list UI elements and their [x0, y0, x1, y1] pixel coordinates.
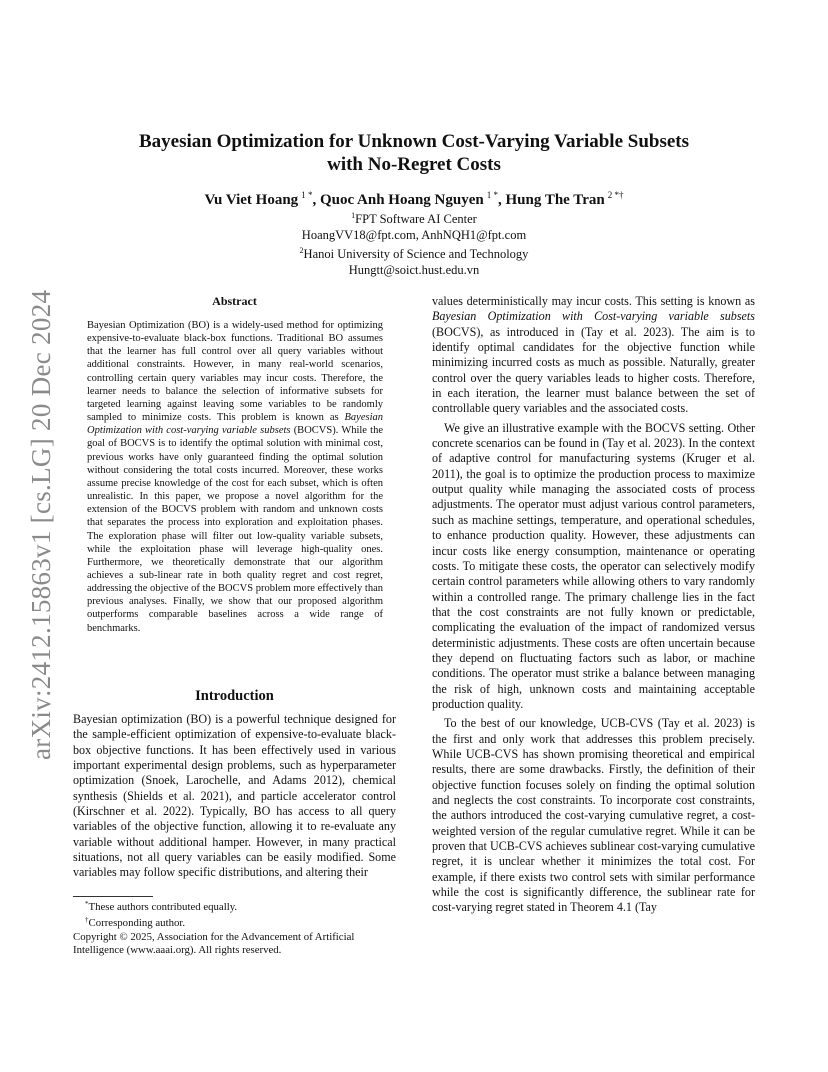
affiliation-mark: 2 — [299, 246, 304, 255]
body-emphasis: Bayesian Optimization with Cost-varying variable subsets — [432, 309, 755, 324]
affiliation-mark: 1 — [351, 211, 356, 220]
title-line-1: Bayesian Optimization for Unknown Cost-Varying Variable Subsets — [138, 131, 690, 152]
title-line-2: with No-Regret Costs — [327, 154, 501, 175]
body-text-part: (BOCVS), as introduced in (Tay et al. 2023). The aim is to identify optimal candidates for the objective function while minimizing incurred costs as much as possible. Naturally, greater control over the query variables leads to higher costs. Therefore, in each iteration, the learner must balance between the set of controllable query variables and the associated costs. — [432, 324, 755, 416]
arxiv-identifier-stamp: arXiv:2412.15863v1 [cs.LG] 20 Dec 2024 — [26, 289, 56, 760]
author-affiliation-mark: 1 * — [301, 190, 313, 200]
footnote-divider — [73, 896, 153, 897]
affiliations — [100, 208, 728, 278]
affiliation-1 — [100, 208, 728, 227]
affiliation-2 — [100, 243, 728, 262]
body-text-part: values deterministically may incur costs. This setting is known as — [432, 294, 755, 308]
body-paragraph: To the best of our knowledge, UCB-CVS (Tay et al. 2023) is the first and only work that addresses this problem precisely. While UCB-CVS has shown promising theoretical and empirical results, there are some drawbacks. Firstly, the definition of their objective function focuses solely on finding the optimal solution and neglects the cost constraints. To incorporate cost constraints, the authors introduced the cost-varying cumulative regret, a cost-weighted version of the regular cumulative regret. While it can be proven that UCB-CVS achieves sublinear cost-varying cumulative regret, it is unclear whether it minimizes the total cost. For example, if there exists two control sets with similar performance while the cost is significantly difference, the sublinear rate for cost-varying regret stated in Theorem 4.1 (Tay — [432, 716, 755, 915]
author-name: Vu Viet Hoang — [204, 192, 299, 208]
affiliation-1-emails: HoangVV18@fpt.com, AnhNQH1@fpt.com — [301, 228, 527, 242]
abstract-text-part: (BOCVS). While the goal of BOCVS is to identify the optimal solution with minimal cost, previous works have only guaranteed finding the optimal solution without considering the total costs incurred. Moreover, these works assume precise knowledge of the cost for each subset, which is often unrealistic. In this paper, we propose a novel algorithm for the extension of the BOCVS problem with random and unknown costs that separates the process into exploration and exploitation phases. The exploration phase will filter out low-quality variable subsets, while the exploitation phase will leverage high-quality ones. Furthermore, we theoretically demonstrate that our algorithm achieves a sub-linear rate in both quality regret and cost regret, addressing the objective of the BOCVS problem more effectively than previous analyses. Finally, we show that our proposed algorithm outperforms comparable baselines across a wide range of benchmarks. — [87, 425, 383, 634]
affiliation-2-emails: Hungtt@soict.hust.edu.vn — [348, 263, 480, 277]
footnote-text: These authors contributed equally. — [88, 901, 238, 913]
body-paragraph — [432, 294, 755, 417]
abstract-heading: Abstract — [212, 294, 257, 308]
copyright-notice: Copyright © 2025, Association for the Advancement of Artificial Intelligence (www.aaai.org). All rights reserved. — [73, 930, 355, 957]
author-affiliation-mark: 2 *† — [607, 190, 624, 200]
introduction-heading: Introduction — [195, 688, 274, 704]
author-name: Quoc Anh Hoang Nguyen — [319, 192, 484, 208]
abstract-emphasis: Bayesian Optimization with cost-varying variable subsets — [87, 412, 383, 437]
abstract-text — [87, 319, 383, 635]
footnote-equal-contribution — [73, 898, 396, 914]
author-affiliation-mark: 1 * — [486, 190, 498, 200]
introduction-paragraph: Bayesian optimization (BO) is a powerful technique designed for the sample-efficient optimization of expensive-to-evaluate black-box objective functions. It has been effectively used in various important experimental design problems, such as hyperparameter optimization (Snoek, Larochelle, and Adams 2012), chemical synthesis (Shields et al. 2021), and particle accelerator control (Kirschner et al. 2022). Typically, BO has access to all query variables of the objective function, allowing it to re-evaluate any variable without additional hamper. However, in many practical situations, not all query variables can be easily modified. Some variables may follow specific distributions, and altering their — [73, 712, 396, 880]
footnote-corresponding-author — [73, 914, 396, 930]
affiliation-name: FPT Software AI Center — [355, 212, 477, 226]
author-list: Vu Viet Hoang $^{1 *}$, Quoc Anh Hoang Nguyen $^{1 *}$, Hung The Tran $^{2 *\dagger}$ — [204, 190, 624, 208]
abstract-text-part: Bayesian Optimization (BO) is a widely-used method for optimizing expensive-to-evaluate black-box functions. Traditional BO assumes that the learner has full control over all query variables without additional constraints. However, in many real-world scenarios, controlling certain query variables may incur costs. Therefore, the learner needs to balance the selection of informative subsets for targeted learning against leaving some variables to be randomly sampled to minimize costs. This problem is known as — [87, 320, 383, 424]
paper-title — [100, 130, 728, 176]
body-paragraph: We give an illustrative example with the BOCVS setting. Other concrete scenarios can be found in (Tay et al. 2023). In the context of adaptive control for manufacturing systems (Kruger et al. 2011), the goal is to optimize the production process to maximize output quality while managing the associated costs of process adjustments. The operator must adjust various control parameters, such as machine settings, temperature, and operational schedules, to enhance production quality. However, these adjustments can incur costs like energy consumption, maintenance or operating costs. To mitigate these costs, the operator can selectively modify certain control parameters while allowing others to vary randomly within a controlled range. The primary challenge lies in the fact that the cost constraints are not fully known or predictable, complicating the evaluation of the impact of randomized versus deterministic adjustments. These costs are often uncertain because they depend on fluctuating factors such as labor, or machine conditions. The operator must strike a balance between managing the risk of high, unknown costs and maintaining acceptable production quality. — [432, 420, 755, 711]
introduction-text — [73, 712, 396, 881]
author-name: Hung The Tran — [505, 192, 605, 208]
footnote-mark: † — [85, 916, 89, 925]
right-column-text — [432, 294, 755, 916]
affiliation-name: Hanoi University of Science and Technology — [303, 247, 529, 261]
footnote-mark: * — [85, 900, 89, 908]
footnotes — [73, 898, 396, 958]
footnote-text: Corresponding author. — [88, 917, 186, 930]
